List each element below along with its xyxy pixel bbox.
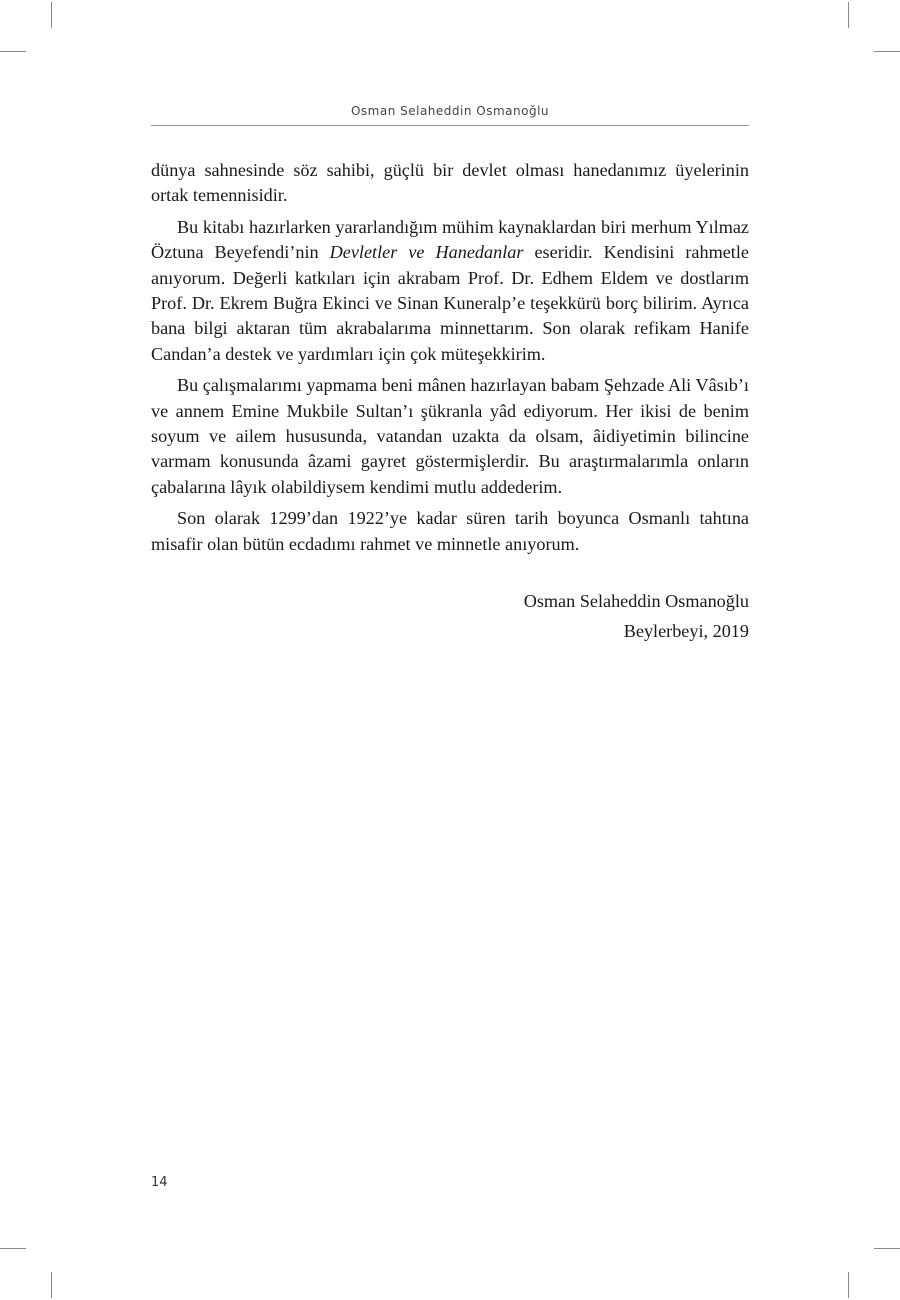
- crop-mark-bottom-right: [848, 1272, 849, 1298]
- header-rule: [151, 125, 749, 126]
- paragraph-2-part-a: Bu kitabı hazırlarken yararlandığım mühim kaynaklardan biri merhum Yılmaz Öztuna Beyefendi’nin: [151, 216, 749, 263]
- crop-mark-top-right: [848, 2, 849, 28]
- crop-mark-bottom-left-h: [0, 1248, 26, 1249]
- book-title: Devletler ve Hanedanlar: [329, 242, 524, 263]
- signature-block: [151, 586, 749, 646]
- crop-mark-top-left: [51, 2, 52, 28]
- signature-place-date: Beylerbeyi, 2019: [623, 621, 749, 641]
- crop-mark-bottom-left: [51, 1272, 52, 1298]
- paragraph-3: Bu çalışmalarımı yapmama beni mânen hazırlayan babam Şehzade Ali Vâsıb’ı ve annem Emine Mukbile Sultan’ı şükranla yâd ediyorum. Her ikisi de benim soyum ve ailem hususunda, vatandan uzakta da olsam, âidiyetimin bilincine varmam konusunda âzami gayret göstermişlerdir. Bu araştırmalarımla onların çabalarına lâyık olabildiysem kendimi mutlu addederim.: [151, 375, 749, 497]
- signature-name: Osman Selaheddin Osmanoğlu: [523, 591, 749, 611]
- running-head: Osman Selaheddin Osmanoğlu: [350, 104, 550, 118]
- crop-mark-bottom-right-h: [874, 1248, 900, 1249]
- crop-mark-top-right-h: [874, 51, 900, 52]
- paragraph-4: Son olarak 1299’dan 1922’ye kadar süren tarih boyunca Osmanlı tahtına misafir olan bütün ecdadımı rahmet ve minnetle anıyorum.: [151, 508, 749, 554]
- paragraph-2-part-b: eseridir. Kendisini rahmetle anıyorum. Değerli katkıları için akrabam Prof. Dr. Edhem Eldem ve dostlarım Prof. Dr. Ekrem Buğra Ekinci ve Sinan Kuneralp’e teşekkürü borç bilirim. Ayrıca bana bilgi aktaran tüm akrabalarıma minnettarım. Son olarak refikam Hanife Candan’a destek ve yardımları için çok müteşekkirim.: [151, 242, 749, 364]
- paragraph-2: [151, 215, 749, 367]
- body-text: [151, 158, 749, 563]
- page-number: 14: [151, 1175, 168, 1190]
- crop-mark-top-left-h: [0, 51, 26, 52]
- paragraph-1: dünya sahnesinde söz sahibi, güçlü bir devlet olması hanedanımız üyelerinin ortak temennisidir.: [151, 160, 749, 206]
